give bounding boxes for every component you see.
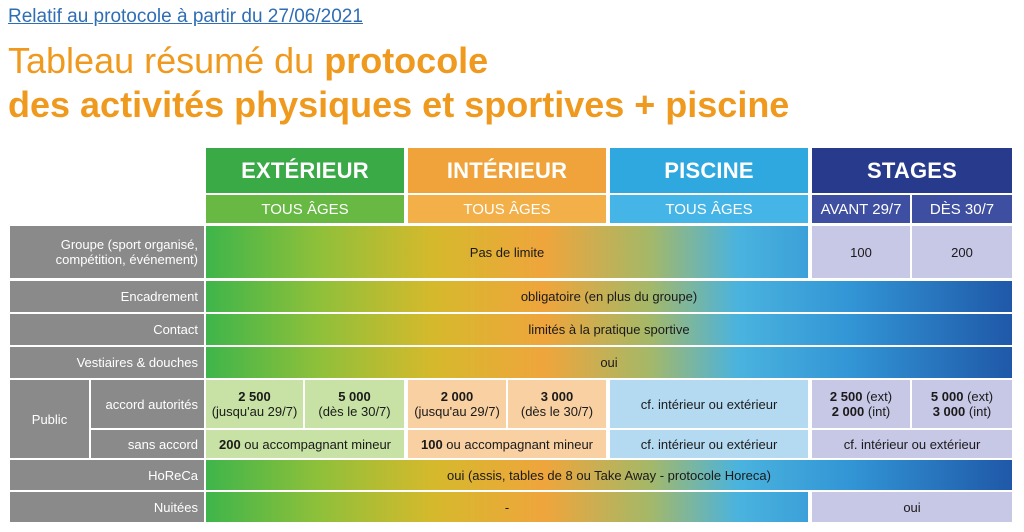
- ext-sans-note: ou accompagnant mineur: [240, 436, 391, 452]
- public-int-accord-1: [408, 380, 506, 428]
- int1-number: 2 000: [440, 389, 474, 404]
- col-header-stages: STAGES: [812, 148, 1012, 193]
- st2b-note: (int): [965, 404, 992, 419]
- st1b-number: 2 000: [831, 404, 865, 419]
- public-ext-accord-1: [206, 380, 303, 428]
- public-stages-sans-accord: cf. intérieur ou extérieur: [812, 430, 1012, 458]
- row-label-contact: Contact: [10, 314, 204, 345]
- st1a-number: 2 500: [829, 389, 863, 404]
- ext2-number: 5 000: [338, 389, 371, 404]
- row-label-nuitees: Nuitées: [10, 492, 204, 522]
- ext-sans-number: 200: [218, 436, 241, 452]
- ext1-note: (jusqu'au 29/7): [211, 404, 298, 419]
- groupe-stage-avant: 100: [812, 226, 910, 278]
- row-label-vestiaires: Vestiaires & douches: [10, 347, 204, 378]
- title-bold: protocole: [324, 40, 489, 81]
- groupe-value: Pas de limite: [206, 226, 808, 278]
- row-label-groupe: [10, 226, 204, 278]
- title-light: Tableau résumé du: [8, 40, 325, 81]
- ext1-number: 2 500: [238, 389, 271, 404]
- row-label-encadrement: Encadrement: [10, 281, 204, 312]
- public-int-sans-accord: [408, 430, 606, 458]
- int2-number: 3 000: [540, 389, 574, 404]
- row-label-accord: accord autorités: [91, 380, 204, 428]
- public-pisc-accord: cf. intérieur ou extérieur: [610, 380, 808, 428]
- row-label-sans-accord: sans accord: [91, 430, 204, 458]
- col-header-piscine: PISCINE: [610, 148, 808, 193]
- col-sub-interieur: TOUS ÂGES: [408, 195, 606, 223]
- int-sans-number: 100: [420, 436, 443, 452]
- col-sub-stages-des: DÈS 30/7: [912, 195, 1012, 223]
- groupe-label-line2: compétition, événement): [55, 252, 198, 267]
- contact-value: limités à la pratique sportive: [206, 314, 1012, 345]
- row-label-public: Public: [10, 380, 89, 458]
- col-sub-piscine: TOUS ÂGES: [610, 195, 808, 223]
- groupe-label-line1: Groupe (sport organisé,: [60, 237, 198, 252]
- row-label-horeca: HoReCa: [10, 460, 204, 490]
- public-pisc-sans-accord: cf. intérieur ou extérieur: [610, 430, 808, 458]
- st1b-note: (int): [864, 404, 891, 419]
- groupe-stage-des: 200: [912, 226, 1012, 278]
- page-title-line1: [8, 40, 488, 82]
- col-header-interieur: INTÉRIEUR: [408, 148, 606, 193]
- vestiaires-value: oui: [206, 347, 1012, 378]
- encadrement-value: obligatoire (en plus du groupe): [206, 281, 1012, 312]
- col-sub-stages-avant: AVANT 29/7: [812, 195, 910, 223]
- st2a-number: 5 000: [930, 389, 964, 404]
- int2-note: (dès le 30/7): [520, 404, 594, 419]
- public-stage-des-accord: [912, 380, 1012, 428]
- public-int-accord-2: [508, 380, 606, 428]
- st2a-note: (ext): [963, 389, 994, 404]
- ext2-note: (dès le 30/7): [318, 404, 391, 419]
- int1-note: (jusqu'au 29/7): [414, 404, 500, 419]
- st1a-note: (ext): [862, 389, 893, 404]
- protocol-date-link[interactable]: Relatif au protocole à partir du 27/06/2021: [8, 6, 363, 27]
- horeca-value: oui (assis, tables de 8 ou Take Away - protocole Horeca): [206, 460, 1012, 490]
- int-sans-note: ou accompagnant mineur: [442, 436, 593, 452]
- public-ext-accord-2: [305, 380, 404, 428]
- public-ext-sans-accord: [206, 430, 404, 458]
- public-stage-avant-accord: [812, 380, 910, 428]
- col-header-exterieur: EXTÉRIEUR: [206, 148, 404, 193]
- col-sub-exterieur: TOUS ÂGES: [206, 195, 404, 223]
- page-title-line2: des activités physiques et sportives + piscine: [8, 84, 790, 125]
- nuitees-stages: oui: [812, 492, 1012, 522]
- nuitees-value: -: [206, 492, 808, 522]
- st2b-number: 3 000: [932, 404, 966, 419]
